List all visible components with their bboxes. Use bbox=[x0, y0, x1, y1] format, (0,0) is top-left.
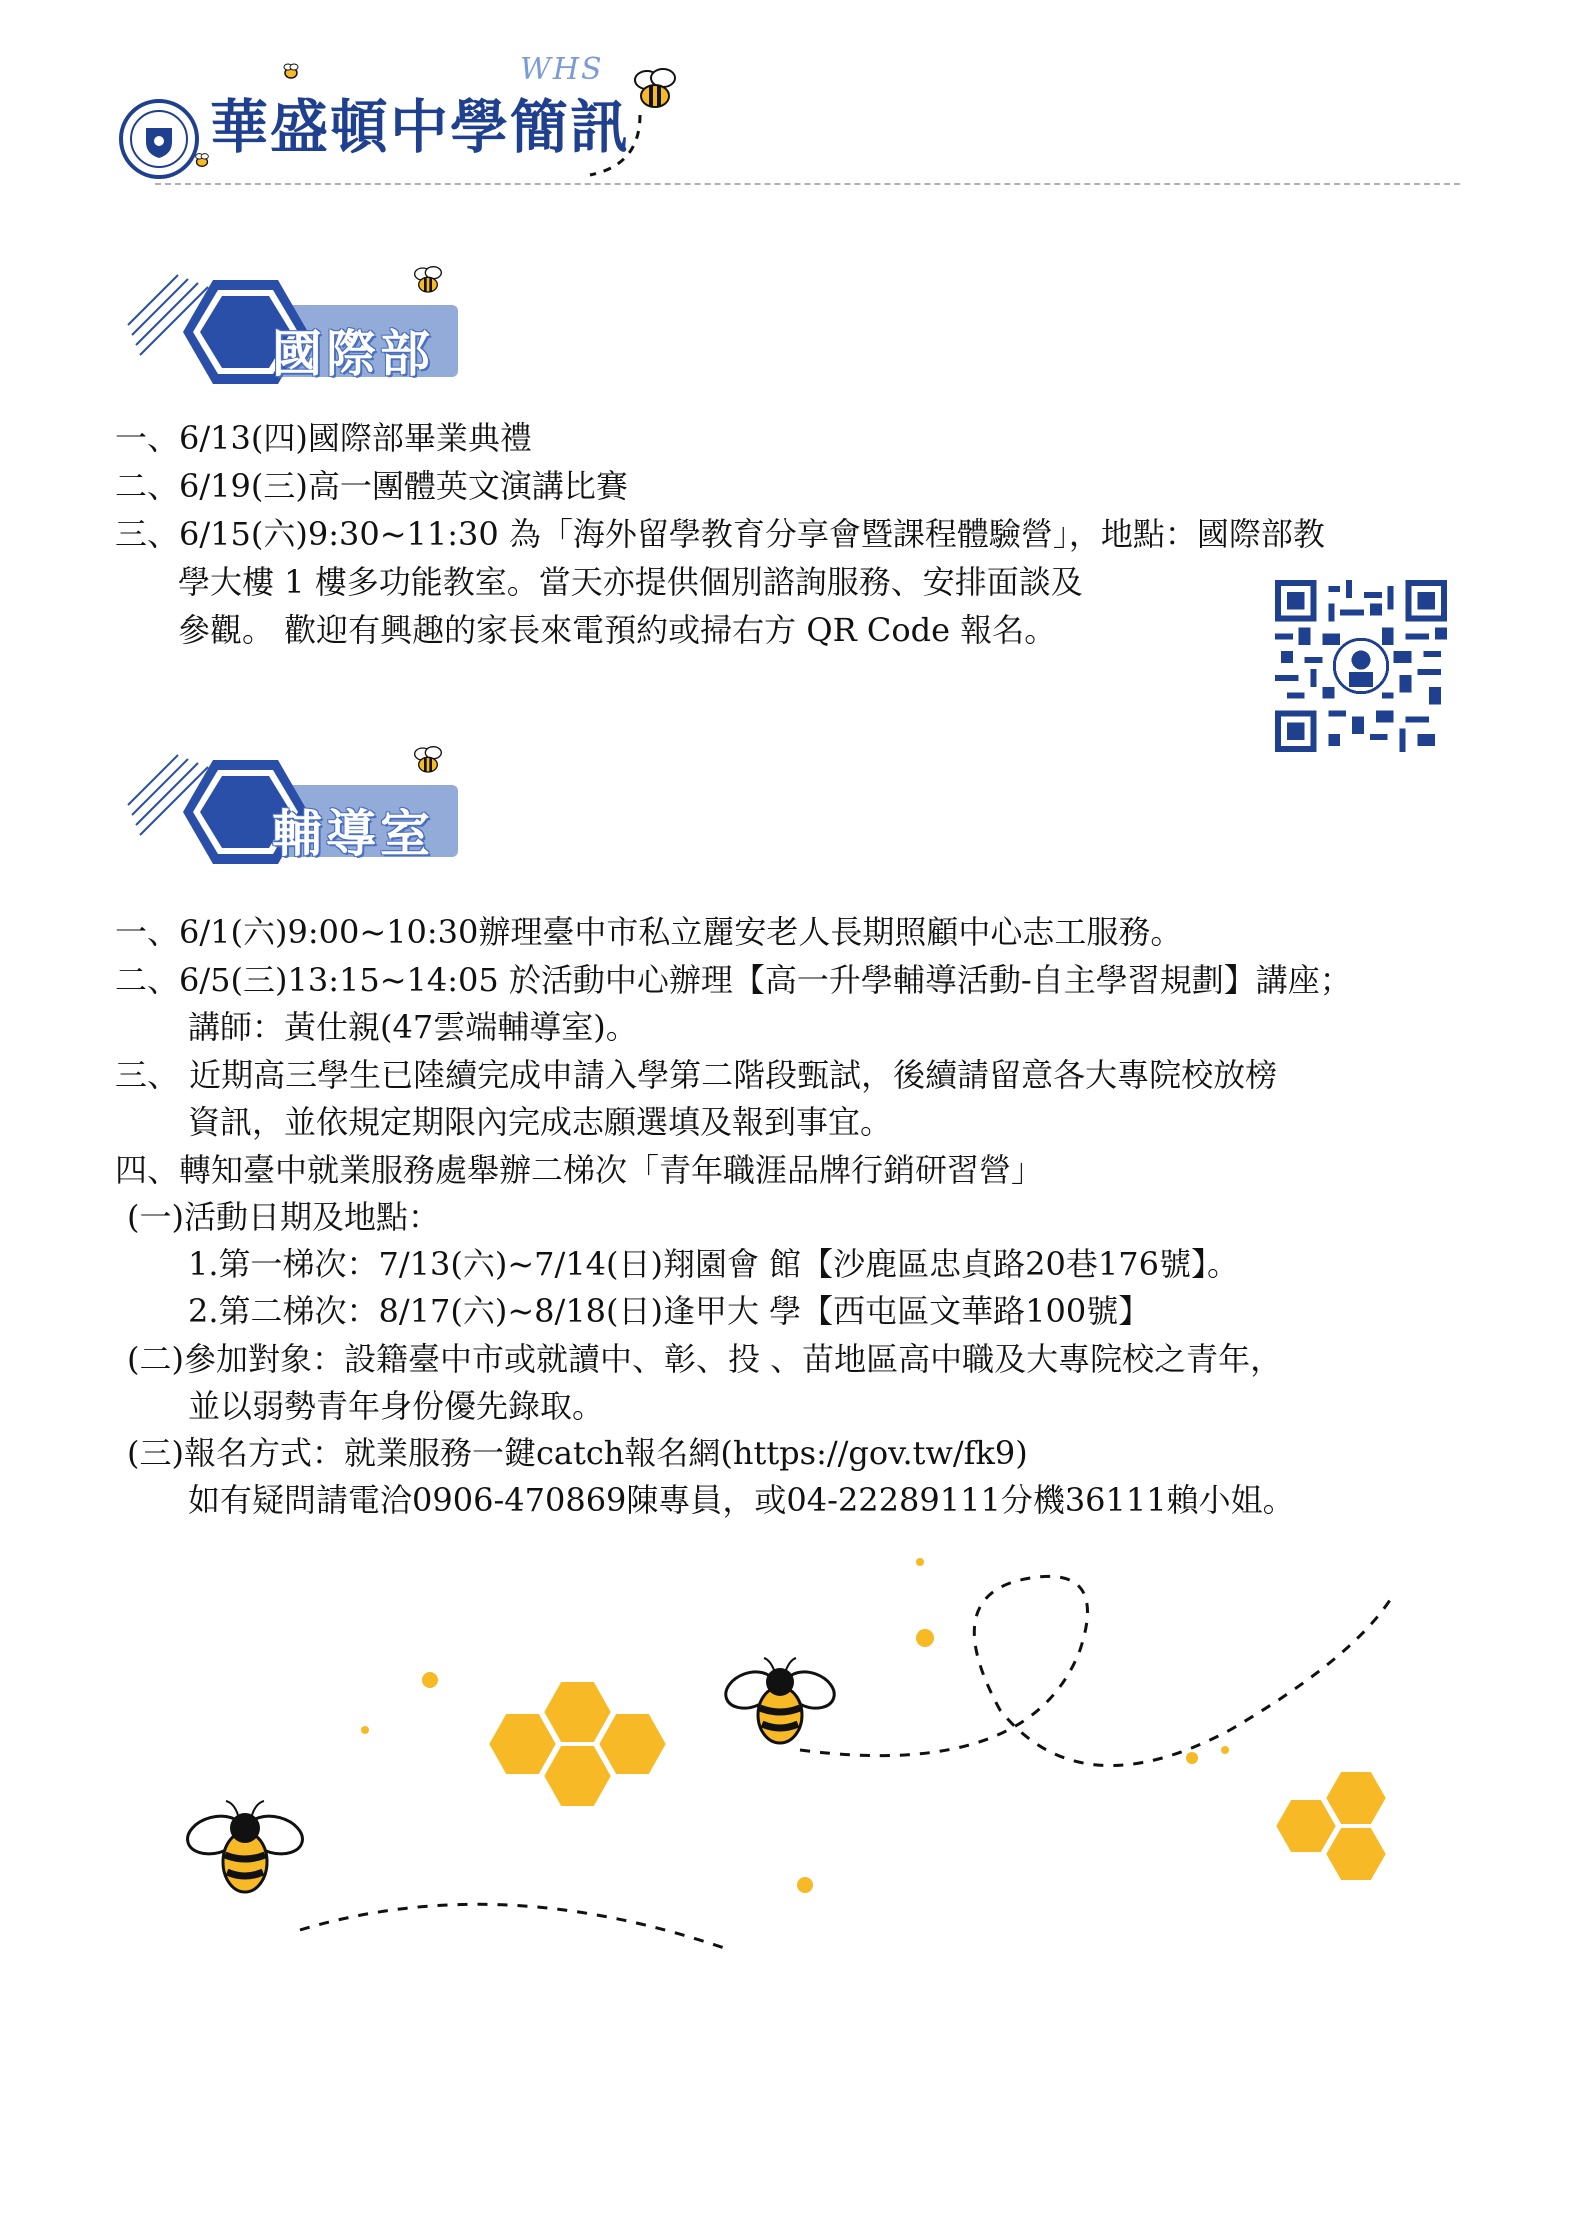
sub-item-continued: 並以弱勢青年身份優先錄取。 bbox=[188, 1387, 605, 1425]
list-item-continued: 資訊，並依規定期限內完成志願選填及報到事宜。 bbox=[188, 1103, 893, 1141]
sub-item: (三)報名方式：就業服務一鍵catch報名網(https://gov.tw/fk9) bbox=[127, 1434, 1028, 1472]
whs-logo-text: WHS bbox=[520, 52, 604, 87]
dotted-flight-path bbox=[580, 110, 680, 180]
honeycomb-icon bbox=[487, 1680, 668, 1808]
list-item: 四、轉知臺中就業服務處舉辦二梯次「青年職涯品牌行銷研習營」 bbox=[115, 1151, 1044, 1189]
section-title-counseling: 輔導室 bbox=[272, 805, 434, 863]
list-item-continued: 學大樓 1 樓多功能教室。當天亦提供個別諮詢服務、安排面談及 bbox=[178, 563, 1083, 601]
school-seal-icon bbox=[118, 98, 200, 180]
bee-icon bbox=[408, 742, 448, 782]
bee-icon bbox=[721, 1658, 840, 1743]
sub-item: (二)參加對象：設籍臺中市或就讀中、彰、投 、苗地區高中職及大專院校之青年， bbox=[127, 1340, 1283, 1378]
list-item: 三、6/15(六)9:30~11:30 為「海外留學教育分享會暨課程體驗營」，地點：國際部教 bbox=[115, 515, 1325, 553]
sub-sub-item: 1.第一梯次：7/13(六)~7/14(日)翔園會 館【沙鹿區忠貞路20巷176號】。 bbox=[188, 1245, 1239, 1283]
decoration-bees-honeycomb bbox=[150, 1540, 1450, 1980]
bee-icon bbox=[280, 60, 302, 82]
bee-icon bbox=[408, 262, 448, 302]
header-divider bbox=[155, 183, 1460, 185]
list-item-continued: 參觀。 歡迎有興趣的家長來電預約或掃右方 QR Code 報名。 bbox=[178, 611, 1057, 649]
bee-icon bbox=[192, 150, 212, 170]
honeycomb-icon bbox=[1274, 1770, 1388, 1882]
list-item: 一、6/13(四)國際部畢業典禮 bbox=[115, 419, 532, 457]
sub-sub-item: 2.第二梯次：8/17(六)~8/18(日)逢甲大 學【西屯區文華路100號】 bbox=[188, 1292, 1151, 1330]
sub-item-continued: 如有疑問請電洽0906-470869陳專員，或04-22289111分機36111賴小姐。 bbox=[188, 1481, 1295, 1519]
list-item: 二、6/19(三)高一團體英文演講比賽 bbox=[115, 467, 628, 505]
list-item: 一、6/1(六)9:00~10:30辦理臺中市私立麗安老人長期照顧中心志工服務。 bbox=[115, 913, 1183, 951]
newsletter-title: 華盛頓中學簡訊 bbox=[210, 93, 631, 161]
sub-item: (一)活動日期及地點： bbox=[127, 1198, 440, 1236]
qr-code-icon[interactable] bbox=[1275, 580, 1447, 752]
list-item-continued: 講師：黃仕親(47雲端輔導室)。 bbox=[188, 1008, 638, 1046]
list-item: 二、6/5(三)13:15~14:05 於活動中心辦理【高一升學輔導活動-自主學習規劃】講座； bbox=[115, 961, 1352, 999]
bee-icon bbox=[183, 1801, 306, 1892]
list-item: 三、 近期高三學生已陸續完成申請入學第二階段甄試，後續請留意各大專院校放榜 bbox=[115, 1056, 1278, 1094]
section-title-international: 國際部 bbox=[272, 325, 434, 383]
